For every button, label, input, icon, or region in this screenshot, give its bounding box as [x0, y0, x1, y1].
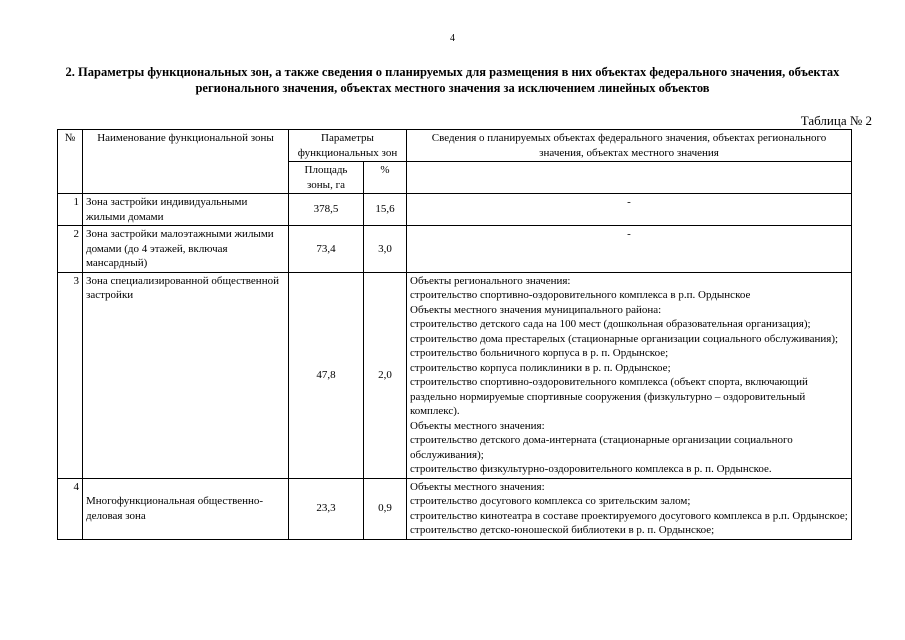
- header-zone-params: Параметры функциональных зон: [289, 130, 407, 162]
- page-number: 4: [450, 33, 455, 44]
- table-header-row: [58, 130, 852, 162]
- info-line: -: [627, 196, 631, 208]
- row-num: 2: [58, 226, 83, 273]
- row-zone-name: Зона специализированной общественной застройки: [83, 272, 289, 478]
- row-planned-objects: [407, 226, 852, 273]
- row-num: 1: [58, 194, 83, 226]
- header-zone-name: Наименование функциональной зоны: [83, 130, 289, 194]
- table-row: [58, 194, 852, 226]
- info-line: строительство детско-юношеской библиотеки в р. п. Ордынское;: [410, 524, 715, 536]
- section-heading: 2. Параметры функциональных зон, а также сведения о планируемых для размещения в них объектах федерального значения, объектах регионального значения, объектах местного значения за исключением линейных объектов: [65, 65, 840, 95]
- header-planned-objects: Сведения о планируемых объектах федерального значения, объектах регионального значения, объектах местного значения: [407, 130, 852, 162]
- info-line: строительство детского дома-интерната (стационарные организации социального обслуживания);: [410, 434, 793, 461]
- table-row: [58, 272, 852, 478]
- row-num: 3: [58, 272, 83, 478]
- row-percent: 0,9: [364, 478, 407, 539]
- zones-table: [57, 129, 852, 540]
- table-row: [58, 226, 852, 273]
- header-percent: %: [364, 162, 407, 194]
- info-line: Объекты местного значения:: [410, 419, 545, 432]
- info-line: строительство больничного корпуса в р. п. Ордынское;: [410, 347, 669, 359]
- row-zone-name: Зона застройки малоэтажными жилыми домами (до 4 этажей, включая мансардный): [83, 226, 289, 273]
- info-line: -: [627, 228, 631, 240]
- header-area: Площадь зоны, га: [289, 162, 364, 194]
- row-num: 4: [58, 478, 83, 539]
- info-line: строительство дома престарелых (стационарные организации социального обслуживания);: [410, 332, 839, 345]
- row-zone-name: Многофункциональная общественно- деловая зона: [83, 478, 289, 539]
- info-line: строительство детского сада на 100 мест (дошкольная образовательная организация);: [410, 318, 811, 330]
- row-percent: 2,0: [364, 272, 407, 478]
- info-line: строительство корпуса поликлиники в р. п. Ордынское;: [410, 361, 671, 374]
- row-zone-name: Зона застройки индивидуальными жилыми домами: [83, 194, 289, 226]
- table-row: [58, 478, 852, 539]
- info-line: Объекты регионального значения:: [410, 274, 571, 287]
- row-area: 378,5: [289, 194, 364, 226]
- row-planned-objects: [407, 194, 852, 226]
- row-planned-objects: [407, 272, 852, 478]
- info-line: строительство кинотеатра в составе проектируемого досугового комплекса в р.п. Ордынское;: [410, 509, 848, 522]
- row-percent: 3,0: [364, 226, 407, 273]
- row-percent: 15,6: [364, 194, 407, 226]
- row-planned-objects: [407, 478, 852, 539]
- table-caption: Таблица № 2: [800, 113, 872, 128]
- info-line: Объекты местного значения муниципального района:: [410, 303, 662, 316]
- header-empty: [407, 162, 852, 194]
- info-line: строительство спортивно-оздоровительного комплекса в р.п. Ордынское: [410, 289, 751, 301]
- info-line: Объекты местного значения:: [410, 480, 545, 493]
- header-num: №: [58, 130, 83, 194]
- info-line: строительство физкультурно-оздоровительного комплекса в р. п. Ордынское.: [410, 463, 772, 475]
- info-line: строительство спортивно-оздоровительного комплекса (объект спорта, включающий раздельно нормируемые спортивные сооружения (физкультурно – оздоровительный комплекс).: [410, 376, 808, 417]
- row-area: 23,3: [289, 478, 364, 539]
- info-line: строительство досугового комплекса со зрительским залом;: [410, 495, 691, 507]
- row-area: 73,4: [289, 226, 364, 273]
- row-area: 47,8: [289, 272, 364, 478]
